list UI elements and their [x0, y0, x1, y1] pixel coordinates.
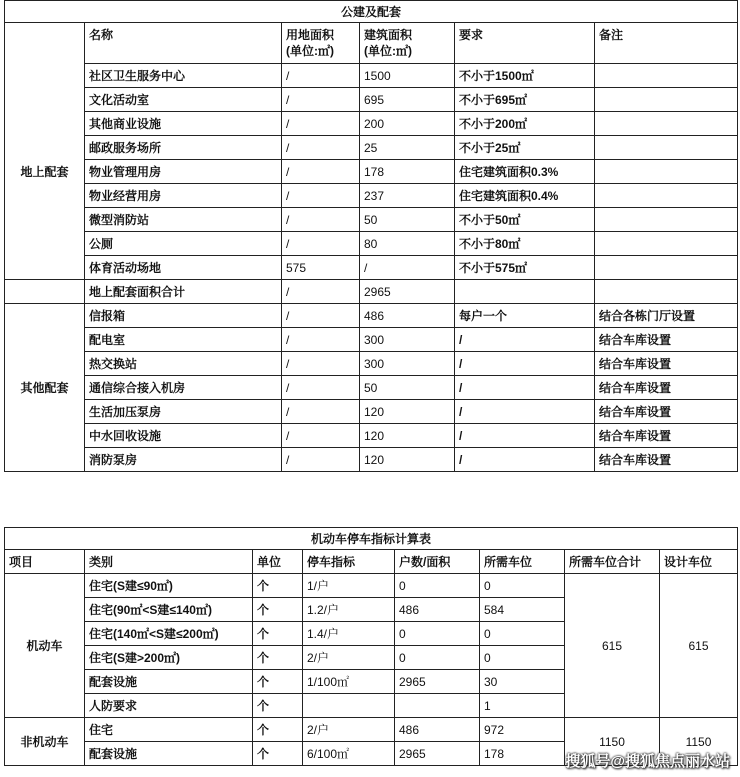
group-motor: 机动车: [5, 574, 85, 718]
requirement: /: [455, 352, 595, 376]
land-area: /: [282, 136, 360, 160]
facility-name: 其他商业设施: [85, 112, 282, 136]
count: 2965: [395, 670, 480, 694]
blank-cell: [455, 280, 595, 304]
build-area: 25: [360, 136, 455, 160]
land-area: /: [282, 208, 360, 232]
column-header: 设计车位: [660, 550, 738, 574]
unit: 个: [253, 742, 303, 766]
count: 0: [395, 574, 480, 598]
motor-total: 615: [565, 574, 660, 718]
parking-index: [303, 694, 395, 718]
facility-name: 微型消防站: [85, 208, 282, 232]
facility-name: 文化活动室: [85, 88, 282, 112]
subtotal-build: 2965: [360, 280, 455, 304]
category: 住宅(90㎡<S建≤140㎡): [85, 598, 253, 622]
facility-name: 消防泵房: [85, 448, 282, 472]
land-area: /: [282, 448, 360, 472]
blank-cell: [5, 280, 85, 304]
requirement: 住宅建筑面积0.3%: [455, 160, 595, 184]
column-header: 所需车位: [480, 550, 565, 574]
build-area: 80: [360, 232, 455, 256]
requirement: 不小于80㎡: [455, 232, 595, 256]
parking-table: [4, 527, 738, 766]
land-area: /: [282, 112, 360, 136]
header-requirement: 要求: [455, 23, 595, 64]
count: 0: [395, 646, 480, 670]
land-area: 575: [282, 256, 360, 280]
land-area: /: [282, 400, 360, 424]
table-row: [5, 184, 738, 208]
subtotal-land: /: [282, 280, 360, 304]
column-header: 单位: [253, 550, 303, 574]
build-area: 50: [360, 376, 455, 400]
land-area: /: [282, 160, 360, 184]
build-area: 178: [360, 160, 455, 184]
requirement: /: [455, 448, 595, 472]
build-area: 695: [360, 88, 455, 112]
table-row: [5, 232, 738, 256]
group-other: 其他配套: [5, 304, 85, 472]
remark: [595, 160, 738, 184]
table-row: [5, 88, 738, 112]
requirement: 不小于25㎡: [455, 136, 595, 160]
motor-design: 615: [660, 574, 738, 718]
facility-name: 物业管理用房: [85, 160, 282, 184]
parking-index: 1.2/户: [303, 598, 395, 622]
table-row: [5, 208, 738, 232]
parking-index: 1.4/户: [303, 622, 395, 646]
header-name: 名称: [85, 23, 282, 64]
header-land-area: 用地面积 (单位:㎡): [282, 23, 360, 64]
header-remark: 备注: [595, 23, 738, 64]
count: 486: [395, 718, 480, 742]
build-area: 200: [360, 112, 455, 136]
count: [395, 694, 480, 718]
remark: [595, 112, 738, 136]
parking-index: 2/户: [303, 646, 395, 670]
group-above-ground: 地上配套: [5, 64, 85, 280]
land-area: /: [282, 304, 360, 328]
category: 配套设施: [85, 742, 253, 766]
facility-name: 通信综合接入机房: [85, 376, 282, 400]
parking-index: 2/户: [303, 718, 395, 742]
facility-name: 配电室: [85, 328, 282, 352]
table-row: [5, 256, 738, 280]
land-area: /: [282, 184, 360, 208]
facility-name: 体育活动场地: [85, 256, 282, 280]
spaces-needed: 178: [480, 742, 565, 766]
column-header: 类别: [85, 550, 253, 574]
remark: [595, 136, 738, 160]
unit: 个: [253, 574, 303, 598]
count: 486: [395, 598, 480, 622]
table-row: [5, 64, 738, 88]
remark: 结合车库设置: [595, 424, 738, 448]
category: 住宅: [85, 718, 253, 742]
build-area: 1500: [360, 64, 455, 88]
remark: [595, 232, 738, 256]
facility-name: 公厕: [85, 232, 282, 256]
table-row: [5, 376, 738, 400]
requirement: 不小于50㎡: [455, 208, 595, 232]
column-header: 户数/面积: [395, 550, 480, 574]
facility-name: 邮政服务场所: [85, 136, 282, 160]
table-row: [5, 136, 738, 160]
table-row: [5, 304, 738, 328]
spaces-needed: 972: [480, 718, 565, 742]
count: 0: [395, 622, 480, 646]
requirement: /: [455, 424, 595, 448]
land-area: /: [282, 64, 360, 88]
table-row: [5, 424, 738, 448]
table-row: [5, 112, 738, 136]
remark: [595, 256, 738, 280]
requirement: /: [455, 376, 595, 400]
requirement: 每户一个: [455, 304, 595, 328]
land-area: /: [282, 232, 360, 256]
subtotal-row: [5, 280, 738, 304]
land-area: /: [282, 352, 360, 376]
watermark: 搜狐号@搜狐焦点丽水站: [565, 753, 730, 770]
facility-name: 中水回收设施: [85, 424, 282, 448]
category: 住宅(S建≤90㎡): [85, 574, 253, 598]
table-row: [5, 448, 738, 472]
header-build-area: 建筑面积 (单位:㎡): [360, 23, 455, 64]
count: 2965: [395, 742, 480, 766]
column-header: 项目: [5, 550, 85, 574]
parking-table-title: 机动车停车指标计算表: [5, 528, 738, 550]
column-header: 所需车位合计: [565, 550, 660, 574]
remark: 结合车库设置: [595, 376, 738, 400]
subtotal-label: 地上配套面积合计: [85, 280, 282, 304]
remark: 结合车库设置: [595, 448, 738, 472]
table-row: [5, 328, 738, 352]
spaces-needed: 1: [480, 694, 565, 718]
column-header: 停车指标: [303, 550, 395, 574]
nonmotor-total: 1150: [565, 718, 660, 766]
build-area: /: [360, 256, 455, 280]
spaces-needed: 0: [480, 574, 565, 598]
build-area: 486: [360, 304, 455, 328]
category: 住宅(140㎡<S建≤200㎡): [85, 622, 253, 646]
remark: [595, 184, 738, 208]
remark: 结合车库设置: [595, 352, 738, 376]
land-area: /: [282, 424, 360, 448]
facility-name: 社区卫生服务中心: [85, 64, 282, 88]
build-area: 300: [360, 352, 455, 376]
group-nonmotor: 非机动车: [5, 718, 85, 766]
requirement: 不小于575㎡: [455, 256, 595, 280]
blank-header-cell: [5, 23, 85, 64]
build-area: 300: [360, 328, 455, 352]
table-row: [5, 718, 738, 742]
blank-cell: [595, 280, 738, 304]
requirement: 住宅建筑面积0.4%: [455, 184, 595, 208]
parking-index: 1/100㎡: [303, 670, 395, 694]
category: 配套设施: [85, 670, 253, 694]
spaces-needed: 0: [480, 646, 565, 670]
spaces-needed: 0: [480, 622, 565, 646]
requirement: /: [455, 400, 595, 424]
spaces-needed: 584: [480, 598, 565, 622]
table-row: [5, 160, 738, 184]
build-area: 50: [360, 208, 455, 232]
facilities-table-title: 公建及配套: [5, 1, 738, 23]
build-area: 120: [360, 424, 455, 448]
category: 住宅(S建>200㎡): [85, 646, 253, 670]
nonmotor-design: 1150: [660, 718, 738, 766]
table-row: [5, 400, 738, 424]
facility-name: 热交换站: [85, 352, 282, 376]
build-area: 120: [360, 400, 455, 424]
facilities-table: [4, 0, 738, 472]
requirement: 不小于695㎡: [455, 88, 595, 112]
parking-index: 1/户: [303, 574, 395, 598]
remark: 结合车库设置: [595, 400, 738, 424]
requirement: 不小于1500㎡: [455, 64, 595, 88]
land-area: /: [282, 376, 360, 400]
category: 人防要求: [85, 694, 253, 718]
facility-name: 生活加压泵房: [85, 400, 282, 424]
unit: 个: [253, 718, 303, 742]
facility-name: 信报箱: [85, 304, 282, 328]
unit: 个: [253, 598, 303, 622]
header-row: [5, 550, 738, 574]
requirement: /: [455, 328, 595, 352]
requirement: 不小于200㎡: [455, 112, 595, 136]
remark: 结合各栋门厅设置: [595, 304, 738, 328]
remark: [595, 64, 738, 88]
parking-index: 6/100㎡: [303, 742, 395, 766]
table-row: [5, 574, 738, 598]
unit: 个: [253, 622, 303, 646]
land-area: /: [282, 88, 360, 112]
build-area: 120: [360, 448, 455, 472]
remark: [595, 88, 738, 112]
build-area: 237: [360, 184, 455, 208]
remark: [595, 208, 738, 232]
table-row: [5, 352, 738, 376]
unit: 个: [253, 646, 303, 670]
spaces-needed: 30: [480, 670, 565, 694]
facility-name: 物业经营用房: [85, 184, 282, 208]
remark: 结合车库设置: [595, 328, 738, 352]
unit: 个: [253, 670, 303, 694]
land-area: /: [282, 328, 360, 352]
unit: 个: [253, 694, 303, 718]
